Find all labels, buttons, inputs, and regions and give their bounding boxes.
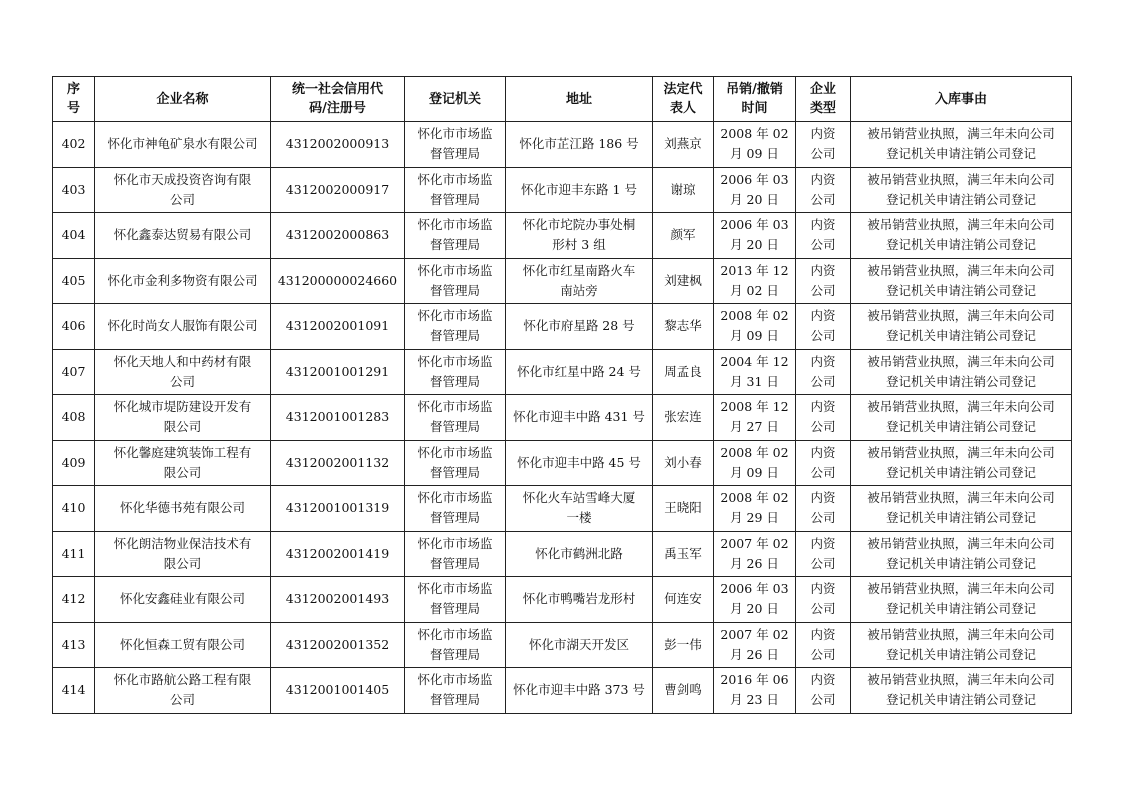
cell-registration-authority: 怀化市市场监 督管理局 bbox=[405, 668, 506, 714]
cell-legal-representative: 刘小春 bbox=[653, 440, 714, 486]
cell-address: 怀化市鸭嘴岩龙形村 bbox=[506, 577, 653, 623]
cell-credit-code: 4312002001132 bbox=[271, 440, 405, 486]
table-row bbox=[53, 213, 1072, 259]
cell-revoke-date: 2008 年 02 月 29 日 bbox=[714, 486, 796, 532]
cell-reason: 被吊销营业执照，满三年未向公司 登记机关申请注销公司登记 bbox=[851, 531, 1072, 577]
cell-revoke-date: 2008 年 02 月 09 日 bbox=[714, 440, 796, 486]
cell-seq: 414 bbox=[53, 668, 95, 714]
cell-revoke-date: 2008 年 02 月 09 日 bbox=[714, 122, 796, 168]
cell-enterprise-type: 内资 公司 bbox=[796, 395, 851, 441]
table-row bbox=[53, 531, 1072, 577]
cell-legal-representative: 曹剑鸣 bbox=[653, 668, 714, 714]
cell-legal-representative: 颜军 bbox=[653, 213, 714, 259]
cell-enterprise-type: 内资 公司 bbox=[796, 440, 851, 486]
cell-revoke-date: 2013 年 12 月 02 日 bbox=[714, 258, 796, 304]
cell-credit-code: 4312001001291 bbox=[271, 349, 405, 395]
cell-company-name: 怀化市天成投资咨询有限 公司 bbox=[95, 167, 271, 213]
cell-address: 怀化市湖天开发区 bbox=[506, 622, 653, 668]
cell-enterprise-type: 内资 公司 bbox=[796, 668, 851, 714]
cell-company-name: 怀化恒森工贸有限公司 bbox=[95, 622, 271, 668]
cell-seq: 413 bbox=[53, 622, 95, 668]
cell-seq: 405 bbox=[53, 258, 95, 304]
cell-reason: 被吊销营业执照，满三年未向公司 登记机关申请注销公司登记 bbox=[851, 622, 1072, 668]
cell-seq: 404 bbox=[53, 213, 95, 259]
cell-revoke-date: 2007 年 02 月 26 日 bbox=[714, 531, 796, 577]
cell-revoke-date: 2006 年 03 月 20 日 bbox=[714, 213, 796, 259]
cell-registration-authority: 怀化市市场监 督管理局 bbox=[405, 213, 506, 259]
cell-revoke-date: 2008 年 12 月 27 日 bbox=[714, 395, 796, 441]
cell-reason: 被吊销营业执照，满三年未向公司 登记机关申请注销公司登记 bbox=[851, 213, 1072, 259]
cell-company-name: 怀化鑫泰达贸易有限公司 bbox=[95, 213, 271, 259]
cell-company-name: 怀化朗洁物业保洁技术有 限公司 bbox=[95, 531, 271, 577]
cell-seq: 408 bbox=[53, 395, 95, 441]
cell-address: 怀化市红星中路 24 号 bbox=[506, 349, 653, 395]
table-row bbox=[53, 258, 1072, 304]
cell-address: 怀化市迎丰东路 1 号 bbox=[506, 167, 653, 213]
cell-reason: 被吊销营业执照，满三年未向公司 登记机关申请注销公司登记 bbox=[851, 167, 1072, 213]
cell-enterprise-type: 内资 公司 bbox=[796, 349, 851, 395]
header-reason bbox=[851, 77, 1072, 122]
cell-seq: 402 bbox=[53, 122, 95, 168]
cell-company-name: 怀化城市堤防建设开发有 限公司 bbox=[95, 395, 271, 441]
cell-reason: 被吊销营业执照，满三年未向公司 登记机关申请注销公司登记 bbox=[851, 349, 1072, 395]
cell-registration-authority: 怀化市市场监 督管理局 bbox=[405, 304, 506, 350]
cell-legal-representative: 周孟良 bbox=[653, 349, 714, 395]
cell-company-name: 怀化时尚女人服饰有限公司 bbox=[95, 304, 271, 350]
cell-credit-code: 4312001001319 bbox=[271, 486, 405, 532]
cell-enterprise-type: 内资 公司 bbox=[796, 258, 851, 304]
cell-legal-representative: 禹玉军 bbox=[653, 531, 714, 577]
table-row bbox=[53, 395, 1072, 441]
cell-legal-representative: 刘建枫 bbox=[653, 258, 714, 304]
cell-address: 怀化市迎丰中路 45 号 bbox=[506, 440, 653, 486]
cell-registration-authority: 怀化市市场监 督管理局 bbox=[405, 395, 506, 441]
cell-legal-representative: 何连安 bbox=[653, 577, 714, 623]
cell-revoke-date: 2006 年 03 月 20 日 bbox=[714, 577, 796, 623]
cell-credit-code: 4312002000863 bbox=[271, 213, 405, 259]
cell-seq: 412 bbox=[53, 577, 95, 623]
cell-enterprise-type: 内资 公司 bbox=[796, 577, 851, 623]
revoked-enterprise-table bbox=[52, 76, 1072, 714]
cell-revoke-date: 2016 年 06 月 23 日 bbox=[714, 668, 796, 714]
header-revoke-date-label: 吊销/撤销 时间 bbox=[726, 82, 783, 116]
cell-reason: 被吊销营业执照，满三年未向公司 登记机关申请注销公司登记 bbox=[851, 304, 1072, 350]
cell-seq: 411 bbox=[53, 531, 95, 577]
table-row bbox=[53, 122, 1072, 168]
cell-address: 怀化市坨院办事处桐 形村 3 组 bbox=[506, 213, 653, 259]
cell-company-name: 怀化市路航公路工程有限 公司 bbox=[95, 668, 271, 714]
cell-enterprise-type: 内资 公司 bbox=[796, 531, 851, 577]
cell-registration-authority: 怀化市市场监 督管理局 bbox=[405, 622, 506, 668]
cell-seq: 410 bbox=[53, 486, 95, 532]
header-address bbox=[506, 77, 653, 122]
header-name-label: 企业名称 bbox=[156, 91, 209, 107]
header-code bbox=[271, 77, 405, 122]
cell-reason: 被吊销营业执照，满三年未向公司 登记机关申请注销公司登记 bbox=[851, 395, 1072, 441]
cell-address: 怀化市府星路 28 号 bbox=[506, 304, 653, 350]
cell-company-name: 怀化安鑫硅业有限公司 bbox=[95, 577, 271, 623]
cell-registration-authority: 怀化市市场监 督管理局 bbox=[405, 531, 506, 577]
header-authority-label: 登记机关 bbox=[428, 91, 481, 107]
table-row bbox=[53, 167, 1072, 213]
header-type-label: 企业 类型 bbox=[809, 82, 836, 116]
cell-reason: 被吊销营业执照，满三年未向公司 登记机关申请注销公司登记 bbox=[851, 577, 1072, 623]
cell-credit-code: 4312001001283 bbox=[271, 395, 405, 441]
cell-address: 怀化火车站雪峰大厦 一楼 bbox=[506, 486, 653, 532]
table-row bbox=[53, 304, 1072, 350]
cell-address: 怀化市迎丰中路 373 号 bbox=[506, 668, 653, 714]
cell-legal-representative: 王晓阳 bbox=[653, 486, 714, 532]
cell-legal-representative: 谢琼 bbox=[653, 167, 714, 213]
cell-address: 怀化市红星南路火车 南站旁 bbox=[506, 258, 653, 304]
table-body bbox=[53, 122, 1072, 714]
table-row bbox=[53, 349, 1072, 395]
table-row bbox=[53, 622, 1072, 668]
cell-registration-authority: 怀化市市场监 督管理局 bbox=[405, 440, 506, 486]
cell-address: 怀化市迎丰中路 431 号 bbox=[506, 395, 653, 441]
cell-company-name: 怀化华德书苑有限公司 bbox=[95, 486, 271, 532]
cell-reason: 被吊销营业执照，满三年未向公司 登记机关申请注销公司登记 bbox=[851, 122, 1072, 168]
cell-credit-code: 4312002001493 bbox=[271, 577, 405, 623]
cell-registration-authority: 怀化市市场监 督管理局 bbox=[405, 577, 506, 623]
cell-enterprise-type: 内资 公司 bbox=[796, 213, 851, 259]
header-code-label: 统一社会信用代 码/注册号 bbox=[291, 82, 383, 116]
cell-enterprise-type: 内资 公司 bbox=[796, 122, 851, 168]
header-seq bbox=[53, 77, 95, 122]
cell-legal-representative: 黎志华 bbox=[653, 304, 714, 350]
header-address-label: 地址 bbox=[565, 91, 592, 107]
cell-legal-representative: 刘燕京 bbox=[653, 122, 714, 168]
table-row bbox=[53, 577, 1072, 623]
cell-reason: 被吊销营业执照，满三年未向公司 登记机关申请注销公司登记 bbox=[851, 258, 1072, 304]
cell-address: 怀化市鹤洲北路 bbox=[506, 531, 653, 577]
cell-reason: 被吊销营业执照，满三年未向公司 登记机关申请注销公司登记 bbox=[851, 486, 1072, 532]
cell-registration-authority: 怀化市市场监 督管理局 bbox=[405, 258, 506, 304]
cell-revoke-date: 2006 年 03 月 20 日 bbox=[714, 167, 796, 213]
cell-credit-code: 4312001001405 bbox=[271, 668, 405, 714]
cell-revoke-date: 2008 年 02 月 09 日 bbox=[714, 304, 796, 350]
cell-seq: 406 bbox=[53, 304, 95, 350]
cell-credit-code: 4312002000917 bbox=[271, 167, 405, 213]
table-row bbox=[53, 440, 1072, 486]
cell-revoke-date: 2007 年 02 月 26 日 bbox=[714, 622, 796, 668]
cell-seq: 403 bbox=[53, 167, 95, 213]
header-authority bbox=[405, 77, 506, 122]
header-rep bbox=[653, 77, 714, 122]
cell-reason: 被吊销营业执照，满三年未向公司 登记机关申请注销公司登记 bbox=[851, 440, 1072, 486]
cell-company-name: 怀化馨庭建筑装饰工程有 限公司 bbox=[95, 440, 271, 486]
cell-seq: 409 bbox=[53, 440, 95, 486]
cell-enterprise-type: 内资 公司 bbox=[796, 167, 851, 213]
cell-credit-code: 4312002000913 bbox=[271, 122, 405, 168]
cell-company-name: 怀化天地人和中药材有限 公司 bbox=[95, 349, 271, 395]
cell-enterprise-type: 内资 公司 bbox=[796, 486, 851, 532]
cell-legal-representative: 彭一伟 bbox=[653, 622, 714, 668]
cell-company-name: 怀化市金利多物资有限公司 bbox=[95, 258, 271, 304]
table-row bbox=[53, 486, 1072, 532]
cell-registration-authority: 怀化市市场监 督管理局 bbox=[405, 122, 506, 168]
table-row bbox=[53, 668, 1072, 714]
cell-registration-authority: 怀化市市场监 督管理局 bbox=[405, 486, 506, 532]
cell-revoke-date: 2004 年 12 月 31 日 bbox=[714, 349, 796, 395]
cell-legal-representative: 张宏连 bbox=[653, 395, 714, 441]
header-name bbox=[95, 77, 271, 122]
cell-registration-authority: 怀化市市场监 督管理局 bbox=[405, 349, 506, 395]
cell-company-name: 怀化市神龟矿泉水有限公司 bbox=[95, 122, 271, 168]
header-reason-label: 入库事由 bbox=[934, 91, 987, 107]
cell-credit-code: 4312002001091 bbox=[271, 304, 405, 350]
cell-seq: 407 bbox=[53, 349, 95, 395]
table-header-row bbox=[53, 77, 1072, 122]
header-revoke-date bbox=[714, 77, 796, 122]
cell-enterprise-type: 内资 公司 bbox=[796, 304, 851, 350]
cell-reason: 被吊销营业执照，满三年未向公司 登记机关申请注销公司登记 bbox=[851, 668, 1072, 714]
cell-registration-authority: 怀化市市场监 督管理局 bbox=[405, 167, 506, 213]
cell-enterprise-type: 内资 公司 bbox=[796, 622, 851, 668]
cell-address: 怀化市芷江路 186 号 bbox=[506, 122, 653, 168]
cell-credit-code: 4312002001419 bbox=[271, 531, 405, 577]
header-seq-label: 序 号 bbox=[66, 82, 80, 116]
cell-credit-code: 4312002001352 bbox=[271, 622, 405, 668]
header-rep-label: 法定代 表人 bbox=[663, 82, 703, 116]
header-type bbox=[796, 77, 851, 122]
cell-credit-code: 431200000024660 bbox=[271, 258, 405, 304]
